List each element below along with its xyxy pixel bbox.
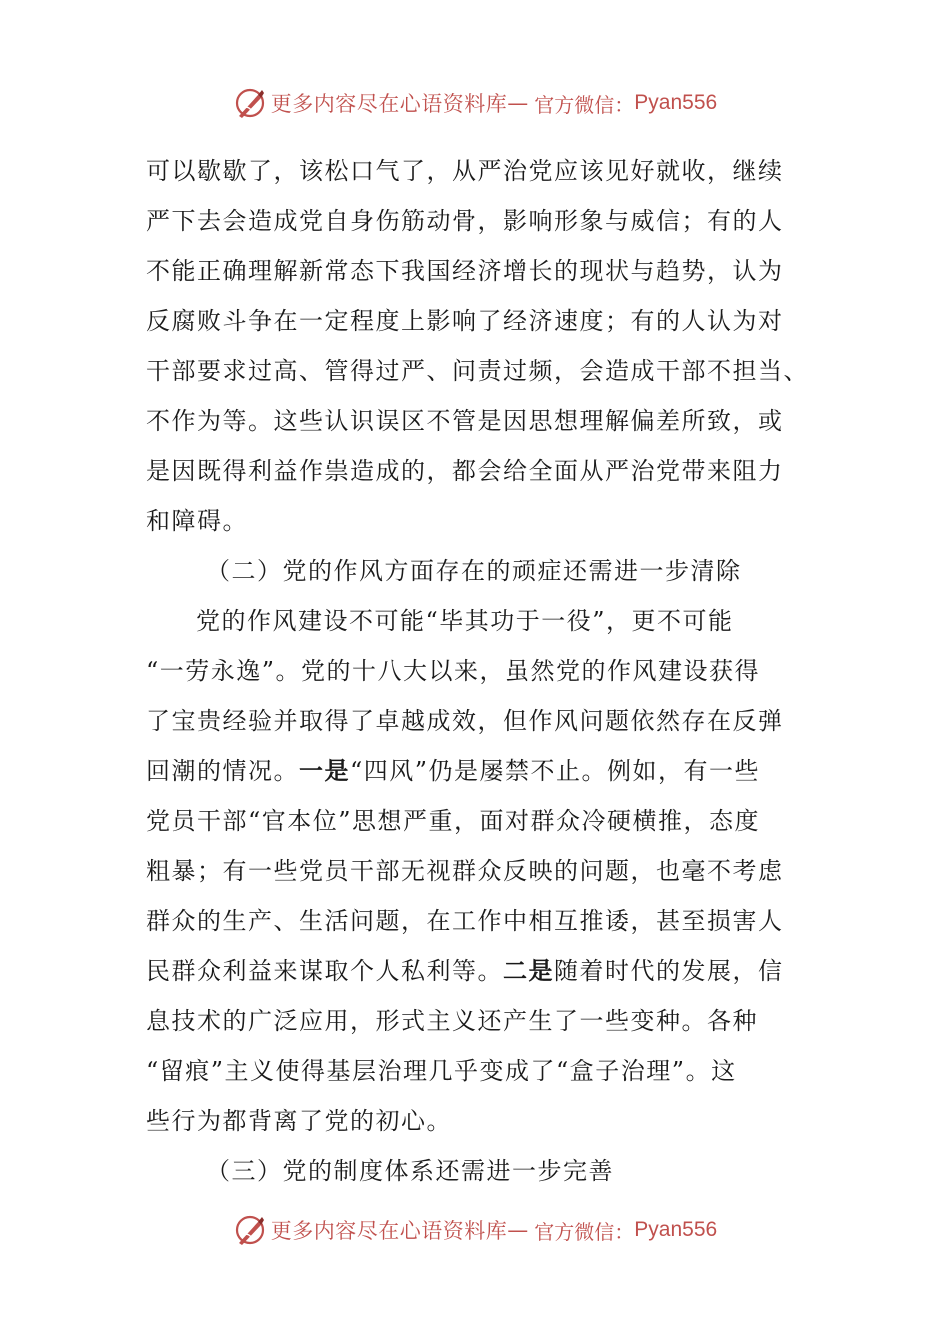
section-heading-3: （三）党的制度体系还需进一步完善 [206, 1157, 614, 1185]
text-line [146, 946, 806, 996]
text-line: 息技术的广泛应用，形式主义还产生了一些变种。各种 [146, 1007, 758, 1035]
document-body [146, 146, 809, 1196]
text-line: 了宝贵经验并取得了卓越成效，但作风问题依然存在反弹 [146, 707, 784, 735]
watermark-name: 更多内容尽在心语资料库 [270, 92, 508, 116]
text-line: 党员干部“官本位”思想严重，面对群众冷硬横推，态度 [146, 807, 761, 835]
text-run: 民群众利益来谋取个人私利等。 [146, 957, 503, 985]
paragraph-2 [146, 596, 806, 1146]
text-line: 可以歇歇了，该松口气了，从严治党应该见好就收，继续 [146, 157, 784, 185]
watermark-dash: — [507, 91, 529, 115]
text-line: 干部要求过高、管得过严、问责过频，会造成干部不担当、 [146, 357, 809, 385]
text-line: 群众的生产、生活问题，在工作中相互推诿，甚至损害人 [146, 907, 784, 935]
watermark-wechat-label: 官方微信： [534, 92, 635, 117]
watermark-banner-bottom [0, 1210, 950, 1250]
text-line: 是因既得利益作祟造成的，都会给全面从严治党带来阻力 [146, 457, 784, 485]
watermark-wechat-label: 官方微信： [534, 1219, 635, 1244]
watermark-dash: — [507, 1218, 529, 1242]
text-line: 反腐败斗争在一定程度上影响了经济速度；有的人认为对 [146, 307, 784, 335]
text-line: 不作为等。这些认识误区不管是因思想理解偏差所致，或 [146, 407, 784, 435]
pen-logo-icon [233, 86, 267, 120]
text-run: 随着时代的发展，信 [554, 957, 784, 985]
section-heading-2: （二）党的作风方面存在的顽症还需进一步清除 [206, 557, 742, 585]
watermark-wechat-id: Pyan556 [634, 1218, 718, 1241]
text-line: 党的作风建设不可能“毕其功于一役”，更不可能 [196, 607, 734, 635]
text-line [146, 746, 806, 796]
text-line: 和障碍。 [146, 507, 248, 535]
text-line: 些行为都背离了党的初心。 [146, 1107, 452, 1135]
paragraph-1 [146, 146, 809, 546]
text-run: “四风”仍是屡禁不止。例如，有一些 [350, 757, 761, 785]
watermark-name: 更多内容尽在心语资料库 [270, 1219, 508, 1243]
watermark-banner-top [0, 83, 950, 123]
text-run: 回潮的情况。 [146, 757, 299, 785]
text-line: 不能正确理解新常态下我国经济增长的现状与趋势，认为 [146, 257, 784, 285]
text-line: “留痕”主义使得基层治理几乎变成了“盒子治理”。这 [146, 1057, 737, 1085]
text-line: 严下去会造成党自身伤筋动骨，影响形象与威信；有的人 [146, 207, 784, 235]
text-line: “一劳永逸”。党的十八大以来，虽然党的作风建设获得 [146, 657, 761, 685]
emphasis-second: 二是 [503, 956, 554, 985]
pen-logo-icon [233, 1213, 267, 1247]
emphasis-first: 一是 [299, 756, 350, 785]
watermark-wechat-id: Pyan556 [634, 91, 718, 114]
text-line: 粗暴；有一些党员干部无视群众反映的问题，也毫不考虑 [146, 857, 784, 885]
